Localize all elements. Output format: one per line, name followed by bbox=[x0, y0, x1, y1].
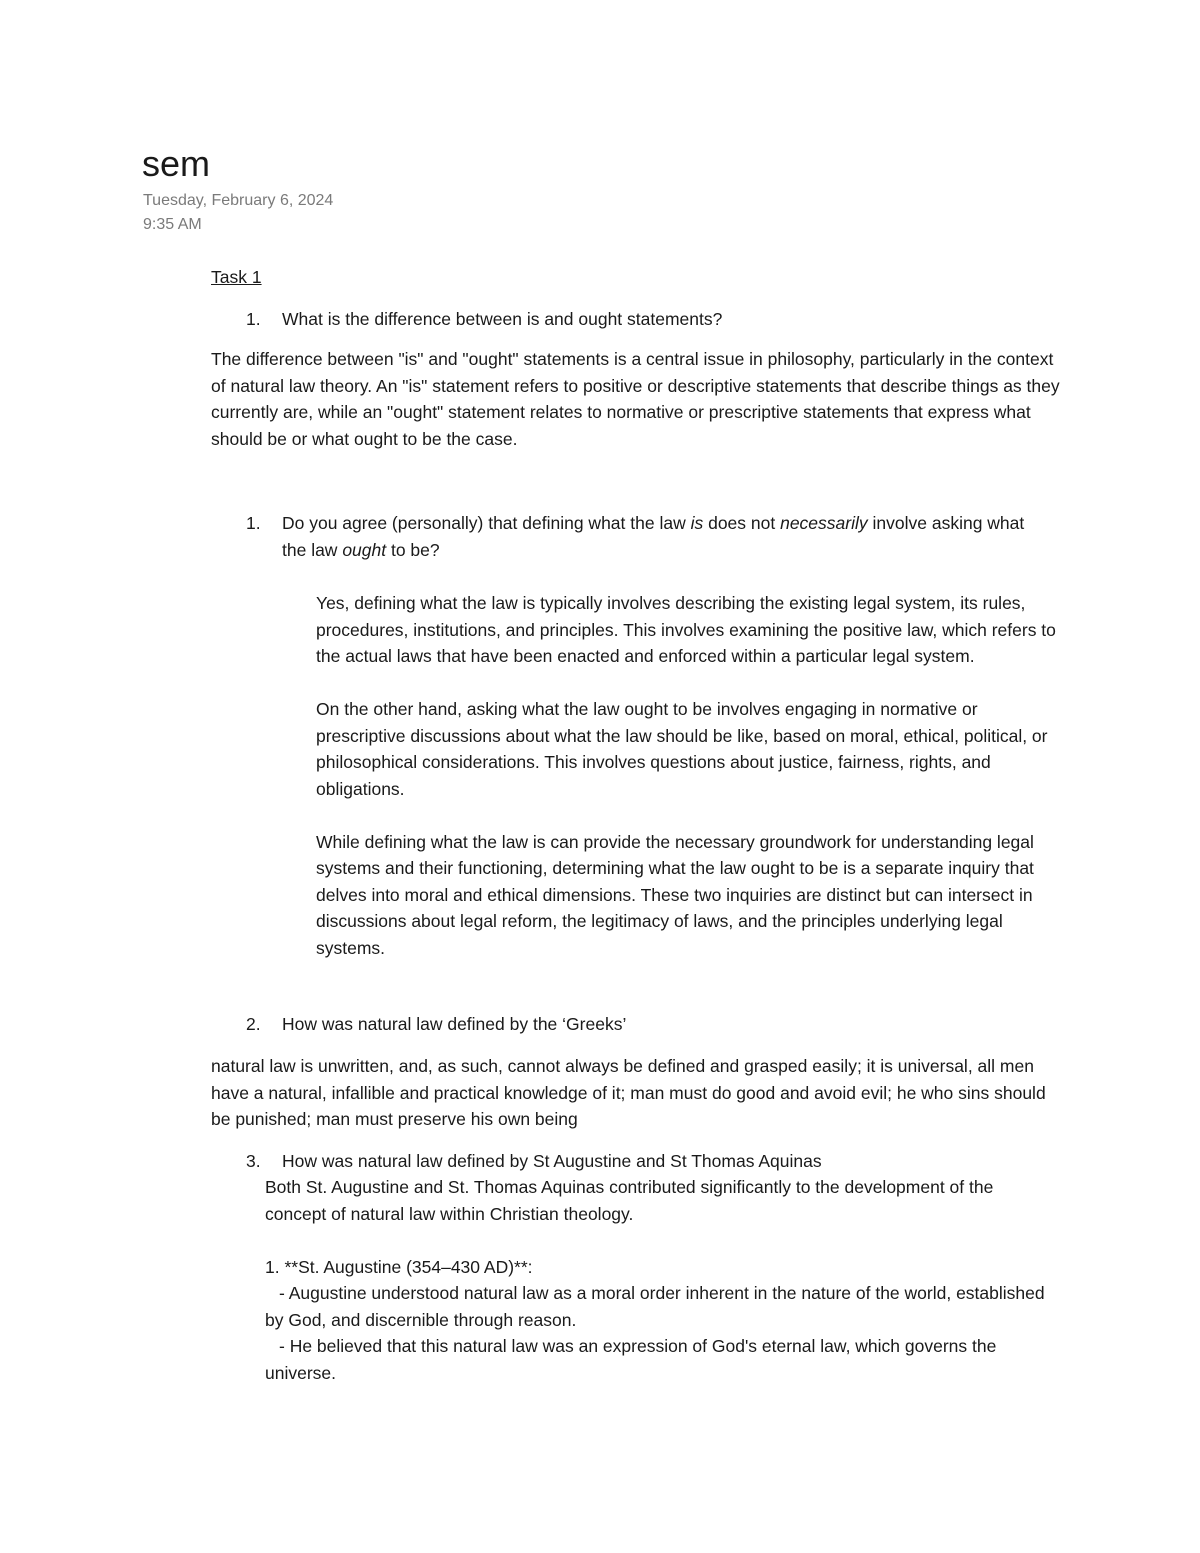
question-2-text bbox=[282, 510, 1036, 563]
augustine-bullet bbox=[265, 1333, 1065, 1386]
question-2-text-part4: to be? bbox=[386, 539, 440, 560]
question-2-text-part1: Do you agree (personally) that defining what the law bbox=[282, 513, 691, 533]
question-4-text: How was natural law defined by St Augustine and St Thomas Aquinas bbox=[282, 1151, 822, 1171]
question-4-number: 3. bbox=[246, 1151, 261, 1171]
question-2-emphasis-necessarily: necessarily bbox=[780, 513, 868, 533]
answer-4-intro: Both St. Augustine and St. Thomas Aquinas contributed significantly to the development of the concept of natural law within Christian theology. bbox=[265, 1177, 994, 1224]
page-date: Tuesday, February 6, 2024 bbox=[143, 192, 334, 209]
question-4 bbox=[246, 1148, 1056, 1175]
question-2 bbox=[246, 510, 1036, 563]
answer-2 bbox=[316, 590, 1056, 988]
augustine-heading: 1. **St. Augustine (354–430 AD)**: bbox=[265, 1257, 533, 1277]
augustine-bullet bbox=[265, 1280, 1065, 1333]
augustine-bullet-text: - He believed that this natural law was an expression of God's eternal law, which governs the universe. bbox=[265, 1336, 997, 1383]
question-2-text-part2: does not bbox=[703, 513, 781, 533]
page-title: sem bbox=[142, 143, 211, 184]
question-2-number: 1. bbox=[246, 513, 261, 533]
task-heading: Task 1 bbox=[211, 267, 262, 287]
page-time: 9:35 AM bbox=[143, 216, 202, 233]
question-1-number: 1. bbox=[246, 309, 261, 329]
augustine-bullet-text: - Augustine understood natural law as a moral order inherent in the nature of the world, established by God, and discernible through reason. bbox=[265, 1283, 1045, 1330]
question-3-number: 2. bbox=[246, 1014, 261, 1034]
question-1 bbox=[246, 306, 1046, 333]
question-1-text: What is the difference between is and ought statements? bbox=[282, 309, 723, 329]
answer-2-paragraph: On the other hand, asking what the law ought to be involves engaging in normative or prescriptive discussions about what the law should be like, based on moral, ethical, political, or philosophical considerations. This involves questions about justice, fairness, rights, and obligations. bbox=[316, 699, 1048, 799]
question-2-emphasis-ought: ought bbox=[342, 539, 387, 560]
question-2-text-part3: involve asking what the law bbox=[282, 513, 1025, 560]
answer-2-paragraph: While defining what the law is can provide the necessary groundwork for understanding legal systems and their functioning, determining what the law ought to be is a separate inquiry that delves into moral and ethical dimensions. These two inquiries are distinct but can intersect in discussions about legal reform, the legitimacy of laws, and the principles underlying legal systems. bbox=[316, 831, 1034, 958]
answer-1: The difference between "is" and "ought" statements is a central issue in philosophy, particularly in the context of natural law theory. An "is" statement refers to positive or descriptive statements that describe things as they currently are, while an "ought" statement relates to normative or prescriptive statements that express what should be or what ought to be the case. bbox=[211, 349, 1060, 449]
question-3 bbox=[246, 1011, 1036, 1038]
answer-3: natural law is unwritten, and, as such, cannot always be defined and grasped easily; it is universal, all men have a natural, infallible and practical knowledge of it; man must do good and avoid evil; he who sins should be punished; man must preserve his own being bbox=[211, 1056, 1046, 1129]
question-2-emphasis-is: is bbox=[690, 513, 704, 533]
question-3-text: How was natural law defined by the ‘Greeks’ bbox=[282, 1014, 627, 1034]
answer-2-paragraph: Yes, defining what the law is typically involves describing the existing legal system, its rules, procedures, institutions, and principles. This involves examining the positive law, which refers to the actual laws that have been enacted and enforced within a particular legal system. bbox=[316, 593, 1056, 666]
